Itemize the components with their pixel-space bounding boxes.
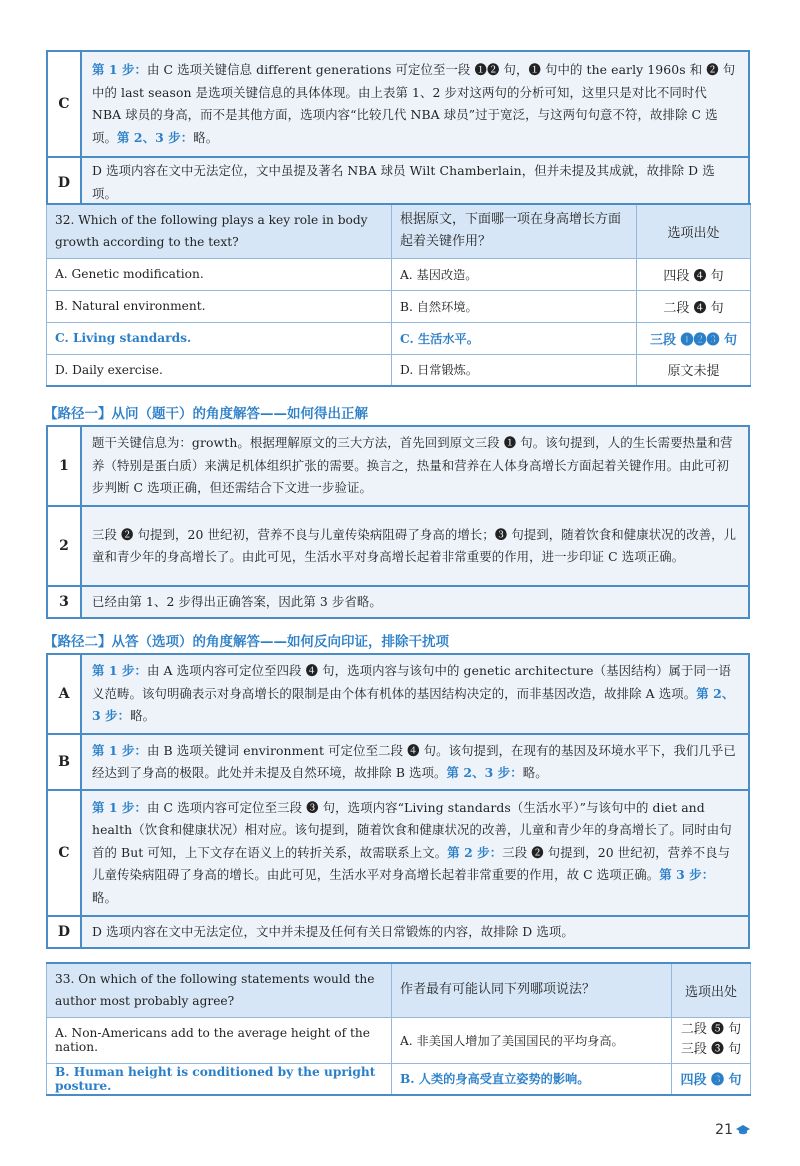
option-source: 三段 ❶❷❸ 句 (637, 322, 751, 354)
option-source: 二段 ❹ 句 (637, 290, 751, 322)
text-segment: 题干关键信息为：growth。根据理解原文的三大方法，首先回到原文三段 ❶ 句。该句提到，人的生长需要热量和营养（特别是蛋白质）来满足机体组织扩张的需要。换言之，热量和营养在人体身高增长方面起着关键作用。由此可初步判断 C 选项正确，但还需结合下文进一步验证。 (92, 435, 733, 496)
option-source: 四段 ❸ 句 (672, 1063, 751, 1095)
text-segment: 由 C 选项关键信息 different generations 可定位至一段 ❶❷ 句，❶ 句中的 the early 1960s 和 ❷ 句中的 last season 是选项关键信息的具体体现。由上表第 1、2 步对这两句的分析可知，这里只是对比不同时代 NBA 球员的身高，而不是其他方面，选项内容“比较几代 NBA 球员”过于宽泛，与这两句句意不符，故排除 C 选项。 (92, 62, 736, 145)
row-label: D (47, 157, 81, 208)
row-text (81, 586, 749, 618)
explanation-row (47, 506, 749, 586)
row-text (81, 916, 749, 948)
question-text-en: 33. On which of the following statements would the author most probably agree? (47, 963, 392, 1017)
row-label: 1 (47, 426, 81, 506)
graduation-cap-icon (736, 1125, 750, 1135)
step-label: 第 1 步： (92, 663, 148, 679)
question-header (47, 963, 751, 1017)
option-zh: C. 生活水平。 (392, 322, 637, 354)
text-segment: 略。 (522, 765, 548, 780)
page-number (715, 1122, 750, 1138)
option-row-correct (47, 1063, 751, 1095)
row-label: C (47, 790, 81, 916)
question-header (47, 204, 751, 258)
page-number-text: 21 (715, 1122, 733, 1138)
option-en: C. Living standards. (47, 322, 392, 354)
step-label: 第 3 步： (659, 867, 715, 883)
explanation-row (47, 654, 749, 734)
option-en: A. Genetic modification. (47, 258, 392, 290)
question-32-table (46, 203, 751, 387)
explanation-row (47, 734, 749, 790)
option-source: 原文未提 (637, 354, 751, 386)
question-33-table (46, 962, 751, 1096)
step-label: 第 2、3 步： (116, 129, 194, 145)
option-source: 四段 ❹ 句 (637, 258, 751, 290)
option-row (47, 258, 751, 290)
explanation-row (47, 51, 749, 157)
row-text (81, 654, 749, 734)
text-segment: 三段 ❷ 句提到，20 世纪初，营养不良与儿童传染病阻碍了身高的增长；❸ 句提到，随着饮食和健康状况的改善，儿童和青少年的身高增长了。由此可见，生活水平对身高增长起着非常重要的作用，进一步印证 C 选项正确。 (92, 526, 737, 564)
option-source: 二段 ❺ 句 三段 ❸ 句 (672, 1017, 751, 1063)
option-zh: A. 基因改造。 (392, 258, 637, 290)
row-label: A (47, 654, 81, 734)
step-label: 第 2、3 步： (446, 765, 523, 780)
explanation-table-top (46, 50, 750, 209)
step-label: 第 1 步： (92, 799, 148, 815)
question-text-en: 32. Which of the following plays a key role in body growth according to the text? (47, 204, 392, 258)
explanation-row (47, 790, 749, 916)
text-segment: 由 A 选项内容可定位至四段 ❹ 句，选项内容与该句中的 genetic architecture（基因结构）属于同一语义范畴。该句明确表示对身高增长的限制是由个体有机体的基因结构决定的，而非基因改造，故排除 A 选项。 (92, 663, 732, 701)
option-row (47, 290, 751, 322)
row-label: 3 (47, 586, 81, 618)
explanation-row (47, 157, 749, 208)
row-text (81, 157, 749, 208)
option-row-correct (47, 322, 751, 354)
text-segment: 略。 (92, 889, 117, 905)
row-text (81, 506, 749, 586)
text-segment: D 选项内容在文中无法定位，文中并未提及任何有关日常锻炼的内容，故排除 D 选项。 (92, 923, 574, 939)
step-label: 第 2、3 步： (92, 685, 735, 724)
row-label: C (47, 51, 81, 157)
text-segment: 由 C 选项内容可定位至三段 ❸ 句，选项内容“Living standards（生活水平）”与该句中的 diet and health（饮食和健康状况）相对应。该句提到，随着饮食和健康状况的改善，儿童和青少年的身高增长了。同时由句首的 But 可知，上下文存在语义上的转折关系，故需联系上文。 (92, 799, 732, 860)
route-2-title: 【路径二】从答（选项）的角度解答——如何反向印证，排除干扰项 (44, 634, 449, 650)
source-header: 选项出处 (672, 963, 751, 1017)
step-label: 第 1 步： (92, 62, 148, 77)
text-segment: 略。 (130, 708, 156, 724)
option-en: B. Human height is conditioned by the upright posture. (47, 1063, 392, 1095)
row-label: 2 (47, 506, 81, 586)
step-label: 第 1 步： (92, 742, 148, 758)
option-en: D. Daily exercise. (47, 354, 392, 386)
route-2-table (46, 653, 750, 949)
question-text-zh: 作者最有可能认同下列哪项说法？ (392, 963, 672, 1017)
row-label: D (47, 916, 81, 948)
option-zh: A. 非美国人增加了美国国民的平均身高。 (392, 1017, 672, 1063)
text-segment: 已经由第 1、2 步得出正确答案，因此第 3 步省略。 (92, 593, 382, 609)
text-segment: D 选项内容在文中无法定位，文中虽提及著名 NBA 球员 Wilt Chamberlain，但并未提及其成就，故排除 D 选项。 (92, 163, 715, 201)
explanation-row (47, 586, 749, 618)
row-text (81, 790, 749, 916)
row-text (81, 734, 749, 790)
row-label: B (47, 734, 81, 790)
option-zh: D. 日常锻炼。 (392, 354, 637, 386)
route-1-table (46, 425, 750, 619)
option-zh: B. 自然环境。 (392, 290, 637, 322)
option-en: A. Non-Americans add to the average height of the nation. (47, 1017, 392, 1063)
text-segment: 略。 (193, 129, 219, 145)
text-segment: 由 B 选项关键词 environment 可定位至二段 ❹ 句。该句提到，在现有的基因及环境水平下，我们几乎已经达到了身高的极限。此处并未提及自然环境，故排除 B 选项。 (92, 742, 736, 780)
row-text (81, 51, 749, 157)
question-text-zh: 根据原文，下面哪一项在身高增长方面起着关键作用？ (392, 204, 637, 258)
option-row (47, 354, 751, 386)
option-row (47, 1017, 751, 1063)
row-text (81, 426, 749, 506)
route-1-title: 【路径一】从问（题干）的角度解答——如何得出正解 (44, 406, 368, 422)
text-segment: 三段 ❷ 句提到，20 世纪初，营养不良与儿童传染病阻碍了身高的增长。由此可见，生活水平对身高增长起着非常重要的作用，故 C 选项正确。 (92, 844, 731, 883)
option-zh: B. 人类的身高受直立姿势的影响。 (392, 1063, 672, 1095)
option-en: B. Natural environment. (47, 290, 392, 322)
explanation-row (47, 916, 749, 948)
source-header: 选项出处 (637, 204, 751, 258)
explanation-row (47, 426, 749, 506)
step-label: 第 2 步： (447, 844, 503, 860)
